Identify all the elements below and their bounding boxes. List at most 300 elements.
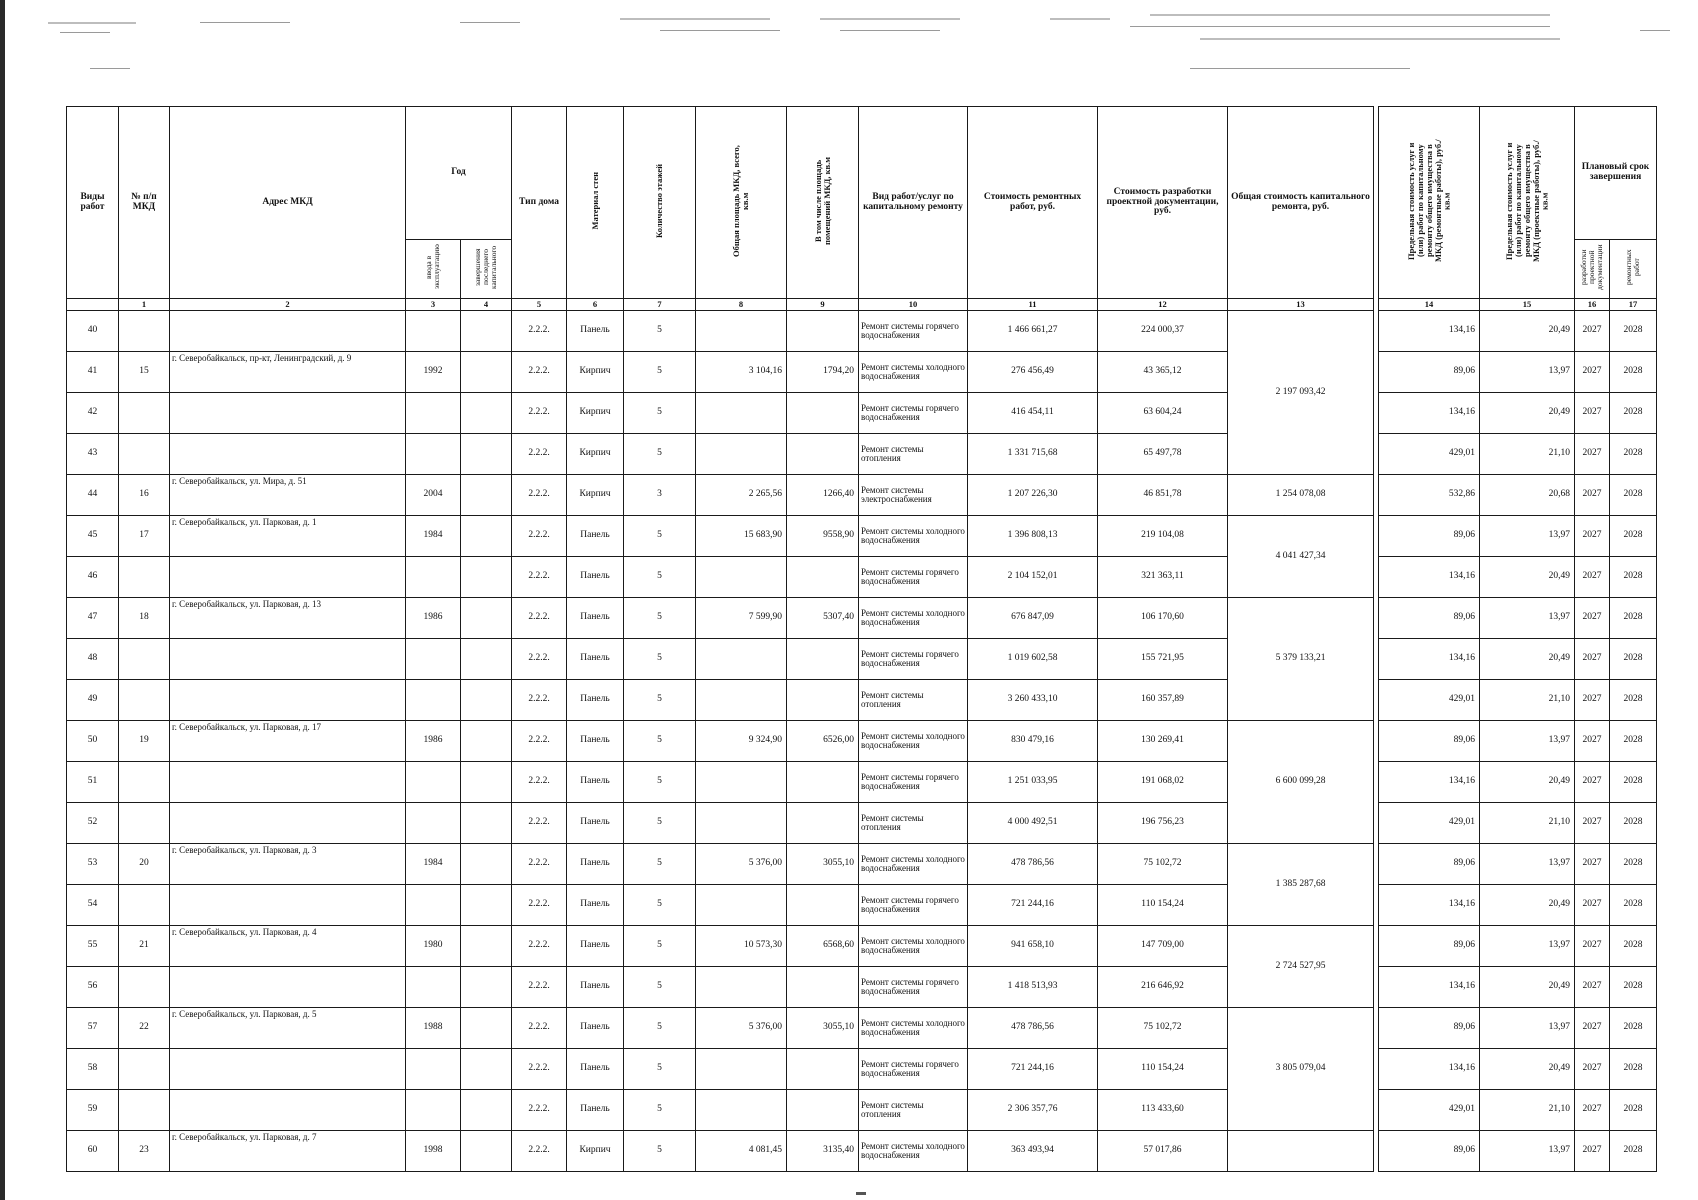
scan-edge — [0, 0, 5, 1200]
table-row — [67, 1090, 1657, 1131]
design-cost: 46 851,78 — [1098, 475, 1228, 516]
premises-area — [787, 967, 859, 1008]
address: г. Северобайкальск, ул. Парковая, д. 4 — [170, 926, 406, 967]
table-row — [67, 1049, 1657, 1090]
table-row — [67, 680, 1657, 721]
table-row — [67, 598, 1657, 639]
mkd-number: 21 — [119, 926, 170, 967]
design-cost: 155 721,95 — [1098, 639, 1228, 680]
limit-repair: 134,16 — [1379, 1049, 1480, 1090]
work-type: Ремонт системы горячего водоснабжения — [859, 885, 968, 926]
house-type: 2.2.2. — [512, 598, 567, 639]
repair-cost: 941 658,10 — [968, 926, 1098, 967]
year-last-repair — [461, 1090, 512, 1131]
house-type: 2.2.2. — [512, 352, 567, 393]
floors: 5 — [624, 762, 696, 803]
address — [170, 967, 406, 1008]
total-area: 5 376,00 — [696, 844, 787, 885]
address — [170, 1090, 406, 1131]
mkd-number — [119, 311, 170, 352]
mkd-number: 18 — [119, 598, 170, 639]
premises-area: 6568,60 — [787, 926, 859, 967]
row-number: 46 — [67, 557, 119, 598]
work-type: Ремонт системы холодного водоснабжения — [859, 352, 968, 393]
floors: 5 — [624, 1131, 696, 1172]
floors: 5 — [624, 680, 696, 721]
table-row — [67, 393, 1657, 434]
limit-design: 21,10 — [1480, 680, 1575, 721]
address: г. Северобайкальск, ул. Парковая, д. 5 — [170, 1008, 406, 1049]
work-type: Ремонт системы электроснабжения — [859, 475, 968, 516]
limit-repair: 429,01 — [1379, 434, 1480, 475]
design-deadline: 2027 — [1575, 967, 1610, 1008]
row-number: 53 — [67, 844, 119, 885]
floors: 5 — [624, 1049, 696, 1090]
wall-material: Кирпич — [567, 352, 624, 393]
year-last-repair — [461, 557, 512, 598]
address — [170, 393, 406, 434]
floors: 5 — [624, 844, 696, 885]
repair-deadline: 2028 — [1610, 557, 1657, 598]
repair-cost: 276 456,49 — [968, 352, 1098, 393]
year-last-repair — [461, 762, 512, 803]
mkd-number: 22 — [119, 1008, 170, 1049]
mkd-number — [119, 1049, 170, 1090]
column-number: 6 — [567, 299, 624, 311]
wall-material: Панель — [567, 926, 624, 967]
work-type: Ремонт системы холодного водоснабжения — [859, 1131, 968, 1172]
floors: 5 — [624, 1008, 696, 1049]
column-number: 3 — [406, 299, 461, 311]
wall-material: Панель — [567, 967, 624, 1008]
address: г. Северобайкальск, ул. Парковая, д. 13 — [170, 598, 406, 639]
table-row — [67, 721, 1657, 762]
house-type: 2.2.2. — [512, 1049, 567, 1090]
repair-cost: 2 306 357,76 — [968, 1090, 1098, 1131]
premises-area: 3055,10 — [787, 844, 859, 885]
design-cost: 106 170,60 — [1098, 598, 1228, 639]
house-type: 2.2.2. — [512, 926, 567, 967]
limit-design: 20,49 — [1480, 762, 1575, 803]
design-cost: 113 433,60 — [1098, 1090, 1228, 1131]
wall-material: Панель — [567, 885, 624, 926]
wall-material: Панель — [567, 721, 624, 762]
limit-design: 21,10 — [1480, 1090, 1575, 1131]
repair-cost: 1 466 661,27 — [968, 311, 1098, 352]
total-area — [696, 762, 787, 803]
house-type: 2.2.2. — [512, 393, 567, 434]
year-last-repair — [461, 393, 512, 434]
mkd-number — [119, 557, 170, 598]
repair-deadline: 2028 — [1610, 1131, 1657, 1172]
wall-material: Панель — [567, 762, 624, 803]
work-type: Ремонт системы холодного водоснабжения — [859, 721, 968, 762]
repair-cost: 3 260 433,10 — [968, 680, 1098, 721]
wall-material: Панель — [567, 844, 624, 885]
total-area — [696, 1090, 787, 1131]
work-type: Ремонт системы отопления — [859, 1090, 968, 1131]
mkd-number — [119, 639, 170, 680]
year-last-repair — [461, 721, 512, 762]
work-type: Ремонт системы холодного водоснабжения — [859, 598, 968, 639]
faded-header-line — [90, 68, 130, 69]
repair-deadline: 2028 — [1610, 1090, 1657, 1131]
year-last-repair — [461, 516, 512, 557]
header-row — [67, 107, 1657, 240]
house-type: 2.2.2. — [512, 803, 567, 844]
design-cost: 191 068,02 — [1098, 762, 1228, 803]
table-row — [67, 967, 1657, 1008]
wall-material: Панель — [567, 598, 624, 639]
total-repair-cost — [1228, 1131, 1374, 1172]
wall-material: Кирпич — [567, 434, 624, 475]
repair-deadline: 2028 — [1610, 311, 1657, 352]
table-row — [67, 1008, 1657, 1049]
column-number: 16 — [1575, 299, 1610, 311]
year-last-repair — [461, 885, 512, 926]
limit-repair: 134,16 — [1379, 762, 1480, 803]
premises-area — [787, 557, 859, 598]
faded-header-line — [200, 22, 290, 23]
design-cost: 219 104,08 — [1098, 516, 1228, 557]
limit-repair: 134,16 — [1379, 967, 1480, 1008]
limit-design: 13,97 — [1480, 1131, 1575, 1172]
header-total-cost: Общая стоимость капитального ремонта, руб. — [1228, 107, 1374, 299]
mkd-number: 19 — [119, 721, 170, 762]
limit-repair: 89,06 — [1379, 516, 1480, 557]
faded-header-line — [48, 22, 136, 24]
repair-deadline: 2028 — [1610, 680, 1657, 721]
premises-area — [787, 434, 859, 475]
limit-design: 20,49 — [1480, 639, 1575, 680]
premises-area — [787, 762, 859, 803]
premises-area: 3055,10 — [787, 1008, 859, 1049]
mkd-number — [119, 434, 170, 475]
year-last-repair — [461, 844, 512, 885]
header-work-type: Вид работ/услуг по капитальному ремонту — [859, 107, 968, 299]
subheader-commissioning: ввода в эксплуатацию — [406, 240, 461, 299]
total-area — [696, 311, 787, 352]
repair-cost: 1 331 715,68 — [968, 434, 1098, 475]
total-area: 3 104,16 — [696, 352, 787, 393]
design-deadline: 2027 — [1575, 844, 1610, 885]
wall-material: Панель — [567, 1090, 624, 1131]
header-address: Адрес МКД — [170, 107, 406, 299]
year-last-repair — [461, 475, 512, 516]
year-commissioning — [406, 762, 461, 803]
total-area: 4 081,45 — [696, 1131, 787, 1172]
year-last-repair — [461, 311, 512, 352]
table-row — [67, 844, 1657, 885]
repair-cost: 1 251 033,95 — [968, 762, 1098, 803]
design-deadline: 2027 — [1575, 1131, 1610, 1172]
repair-cost: 721 244,16 — [968, 1049, 1098, 1090]
premises-area — [787, 885, 859, 926]
year-last-repair — [461, 803, 512, 844]
work-type: Ремонт системы горячего водоснабжения — [859, 393, 968, 434]
header-limit-repair: Предельная стоимость услуг и (или) работ по капитальному ремонту общего имущества в МКД (ремонтные работы), руб./кв.м — [1379, 107, 1480, 299]
floors: 5 — [624, 393, 696, 434]
floors: 5 — [624, 639, 696, 680]
design-deadline: 2027 — [1575, 393, 1610, 434]
limit-repair: 89,06 — [1379, 352, 1480, 393]
mkd-number: 16 — [119, 475, 170, 516]
house-type: 2.2.2. — [512, 680, 567, 721]
design-cost: 75 102,72 — [1098, 844, 1228, 885]
mkd-number: 17 — [119, 516, 170, 557]
total-area: 7 599,90 — [696, 598, 787, 639]
repair-deadline: 2028 — [1610, 1008, 1657, 1049]
premises-area: 1266,40 — [787, 475, 859, 516]
repair-cost: 363 493,94 — [968, 1131, 1098, 1172]
column-number: 17 — [1610, 299, 1657, 311]
year-commissioning — [406, 557, 461, 598]
floors: 5 — [624, 1090, 696, 1131]
limit-design: 13,97 — [1480, 721, 1575, 762]
column-number — [67, 299, 119, 311]
row-number: 52 — [67, 803, 119, 844]
year-commissioning: 1986 — [406, 598, 461, 639]
year-commissioning — [406, 434, 461, 475]
header-mkd-number: № п/п МКД — [119, 107, 170, 299]
total-repair-cost: 2 724 527,95 — [1228, 926, 1374, 1008]
address: г. Северобайкальск, ул. Парковая, д. 3 — [170, 844, 406, 885]
year-last-repair — [461, 926, 512, 967]
address — [170, 311, 406, 352]
column-number: 4 — [461, 299, 512, 311]
year-last-repair — [461, 1049, 512, 1090]
work-type: Ремонт системы отопления — [859, 434, 968, 475]
table-row — [67, 885, 1657, 926]
limit-repair: 89,06 — [1379, 1008, 1480, 1049]
wall-material: Панель — [567, 803, 624, 844]
address: г. Северобайкальск, ул. Парковая, д. 1 — [170, 516, 406, 557]
mkd-number — [119, 680, 170, 721]
year-last-repair — [461, 1131, 512, 1172]
repair-cost: 721 244,16 — [968, 885, 1098, 926]
floors: 5 — [624, 967, 696, 1008]
repair-deadline: 2028 — [1610, 844, 1657, 885]
faded-header-line — [460, 22, 520, 23]
house-type: 2.2.2. — [512, 885, 567, 926]
limit-repair: 429,01 — [1379, 680, 1480, 721]
total-repair-cost: 1 254 078,08 — [1228, 475, 1374, 516]
mkd-number — [119, 885, 170, 926]
design-cost: 147 709,00 — [1098, 926, 1228, 967]
row-number: 41 — [67, 352, 119, 393]
total-area: 5 376,00 — [696, 1008, 787, 1049]
design-deadline: 2027 — [1575, 926, 1610, 967]
header-year: Год — [406, 107, 512, 240]
row-number: 45 — [67, 516, 119, 557]
house-type: 2.2.2. — [512, 516, 567, 557]
limit-repair: 134,16 — [1379, 311, 1480, 352]
total-area — [696, 639, 787, 680]
column-number: 13 — [1228, 299, 1374, 311]
floors: 5 — [624, 803, 696, 844]
address — [170, 1049, 406, 1090]
year-commissioning — [406, 311, 461, 352]
limit-design: 20,49 — [1480, 311, 1575, 352]
house-type: 2.2.2. — [512, 1090, 567, 1131]
address: г. Северобайкальск, пр-кт, Ленинградский, д. 9 — [170, 352, 406, 393]
design-cost: 63 604,24 — [1098, 393, 1228, 434]
column-number: 7 — [624, 299, 696, 311]
repair-cost: 1 019 602,58 — [968, 639, 1098, 680]
premises-area — [787, 1049, 859, 1090]
total-repair-cost: 4 041 427,34 — [1228, 516, 1374, 598]
address — [170, 639, 406, 680]
row-number: 40 — [67, 311, 119, 352]
repair-cost: 1 396 808,13 — [968, 516, 1098, 557]
design-deadline: 2027 — [1575, 721, 1610, 762]
address — [170, 557, 406, 598]
wall-material: Панель — [567, 311, 624, 352]
header-work-kinds: Виды работ — [67, 107, 119, 299]
subheader-last-repair: завершения последнего капитального — [461, 240, 512, 299]
design-cost: 57 017,86 — [1098, 1131, 1228, 1172]
column-number: 8 — [696, 299, 787, 311]
column-number: 12 — [1098, 299, 1228, 311]
repair-cost: 4 000 492,51 — [968, 803, 1098, 844]
wall-material: Кирпич — [567, 393, 624, 434]
page-mark — [856, 1192, 866, 1195]
repair-cost: 676 847,09 — [968, 598, 1098, 639]
work-type: Ремонт системы горячего водоснабжения — [859, 311, 968, 352]
repair-cost: 830 479,16 — [968, 721, 1098, 762]
repair-deadline: 2028 — [1610, 352, 1657, 393]
limit-repair: 429,01 — [1379, 1090, 1480, 1131]
subheader-design-deadline: разработки проектной документации — [1575, 240, 1610, 299]
limit-repair: 134,16 — [1379, 885, 1480, 926]
row-number: 51 — [67, 762, 119, 803]
year-commissioning: 1998 — [406, 1131, 461, 1172]
limit-repair: 429,01 — [1379, 803, 1480, 844]
total-area: 2 265,56 — [696, 475, 787, 516]
year-commissioning — [406, 680, 461, 721]
faded-header-line — [820, 18, 960, 20]
floors: 5 — [624, 557, 696, 598]
wall-material: Панель — [567, 1049, 624, 1090]
house-type: 2.2.2. — [512, 639, 567, 680]
repair-cost: 416 454,11 — [968, 393, 1098, 434]
repair-deadline: 2028 — [1610, 639, 1657, 680]
work-type: Ремонт системы отопления — [859, 680, 968, 721]
address: г. Северобайкальск, ул. Парковая, д. 17 — [170, 721, 406, 762]
address — [170, 803, 406, 844]
design-deadline: 2027 — [1575, 762, 1610, 803]
header-premises-area: В том числе площадь помещений МКД, кв.м — [787, 107, 859, 299]
row-number: 43 — [67, 434, 119, 475]
total-area — [696, 557, 787, 598]
mkd-number: 23 — [119, 1131, 170, 1172]
limit-design: 13,97 — [1480, 516, 1575, 557]
premises-area: 3135,40 — [787, 1131, 859, 1172]
address — [170, 434, 406, 475]
table-row — [67, 557, 1657, 598]
column-number: 15 — [1480, 299, 1575, 311]
limit-repair: 89,06 — [1379, 926, 1480, 967]
repair-deadline: 2028 — [1610, 926, 1657, 967]
total-area — [696, 803, 787, 844]
premises-area: 1794,20 — [787, 352, 859, 393]
repair-cost: 2 104 152,01 — [968, 557, 1098, 598]
limit-repair: 89,06 — [1379, 721, 1480, 762]
premises-area — [787, 1090, 859, 1131]
faded-header-line — [660, 30, 780, 31]
header-total-area: Общая площадь МКД, всего, кв.м — [696, 107, 787, 299]
floors: 3 — [624, 475, 696, 516]
total-area — [696, 680, 787, 721]
repair-deadline: 2028 — [1610, 393, 1657, 434]
total-area — [696, 1049, 787, 1090]
floors: 5 — [624, 434, 696, 475]
faded-header-line — [1640, 30, 1670, 31]
design-deadline: 2027 — [1575, 1008, 1610, 1049]
total-repair-cost: 6 600 099,28 — [1228, 721, 1374, 844]
limit-design: 13,97 — [1480, 598, 1575, 639]
limit-repair: 89,06 — [1379, 598, 1480, 639]
limit-design: 20,49 — [1480, 393, 1575, 434]
column-number: 2 — [170, 299, 406, 311]
year-last-repair — [461, 967, 512, 1008]
limit-design: 20,49 — [1480, 557, 1575, 598]
year-commissioning — [406, 885, 461, 926]
mkd-number — [119, 762, 170, 803]
header-house-type: Тип дома — [512, 107, 567, 299]
total-area: 10 573,30 — [696, 926, 787, 967]
table-row — [67, 311, 1657, 352]
premises-area — [787, 680, 859, 721]
premises-area: 5307,40 — [787, 598, 859, 639]
mkd-number — [119, 1090, 170, 1131]
header-wall-material: Материал стен — [567, 107, 624, 299]
header-floors: Количество этажей — [624, 107, 696, 299]
mkd-number — [119, 967, 170, 1008]
limit-design: 13,97 — [1480, 926, 1575, 967]
repair-deadline: 2028 — [1610, 967, 1657, 1008]
faded-header-line — [1150, 14, 1550, 16]
year-last-repair — [461, 352, 512, 393]
design-deadline: 2027 — [1575, 557, 1610, 598]
premises-area — [787, 639, 859, 680]
house-type: 2.2.2. — [512, 434, 567, 475]
year-last-repair — [461, 680, 512, 721]
total-area: 15 683,90 — [696, 516, 787, 557]
design-cost: 196 756,23 — [1098, 803, 1228, 844]
work-type: Ремонт системы горячего водоснабжения — [859, 762, 968, 803]
limit-design: 21,10 — [1480, 434, 1575, 475]
design-cost: 110 154,24 — [1098, 1049, 1228, 1090]
repair-deadline: 2028 — [1610, 803, 1657, 844]
column-number: 11 — [968, 299, 1098, 311]
year-commissioning — [406, 393, 461, 434]
capital-repair-table — [66, 106, 1657, 1172]
limit-design: 13,97 — [1480, 844, 1575, 885]
wall-material: Кирпич — [567, 1131, 624, 1172]
floors: 5 — [624, 721, 696, 762]
year-commissioning: 2004 — [406, 475, 461, 516]
year-commissioning: 1992 — [406, 352, 461, 393]
year-commissioning — [406, 1049, 461, 1090]
row-number: 54 — [67, 885, 119, 926]
house-type: 2.2.2. — [512, 762, 567, 803]
faded-header-line — [620, 18, 770, 20]
year-last-repair — [461, 1008, 512, 1049]
design-deadline: 2027 — [1575, 352, 1610, 393]
table-row — [67, 803, 1657, 844]
total-repair-cost: 5 379 133,21 — [1228, 598, 1374, 721]
